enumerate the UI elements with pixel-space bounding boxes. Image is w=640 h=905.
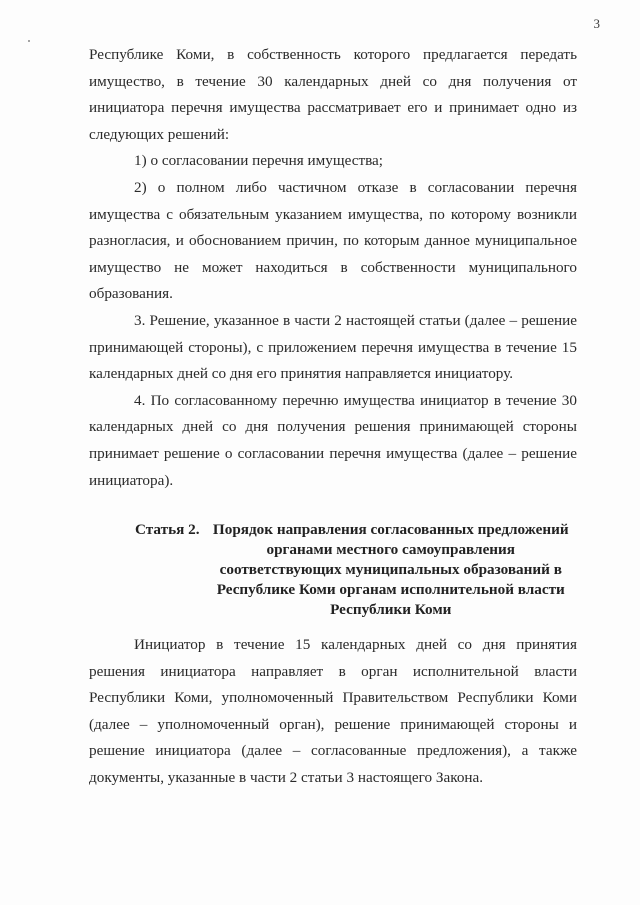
article-heading: [89, 520, 577, 620]
article-body: [89, 632, 577, 792]
paragraph-part-3: 3. Решение, указанное в части 2 настоящей статьи (далее – решение принимающей стороны), с приложением перечня имущества в течение 15 календарных дней со дня его принятия направляется инициатору.: [89, 311, 577, 383]
article-title: Порядок направления согласованных предложений органами местного самоуправления соответствующих муниципальных образований в Республике Коми органам исполнительной власти Республики Коми: [212, 521, 569, 618]
paragraph-option-1: 1) о согласовании перечня имущества;: [134, 152, 384, 170]
page-number: 3: [593, 16, 600, 31]
paragraph-continuation: Республике Коми, в собственность которого предлагается передать имущество, в течение 30 календарных дней со дня получения от инициатора перечня имущества рассматривает его и принимает одно из следующих решений:: [89, 46, 577, 143]
continued-text: [89, 42, 577, 494]
scan-speck: [28, 40, 30, 42]
paragraph-part-4: 4. По согласованному перечню имущества инициатор в течение 30 календарных дней со дня получения решения принимающей стороны принимает решение о согласовании перечня имущества (далее – решение инициатора).: [89, 391, 577, 489]
article-paragraph: Инициатор в течение 15 календарных дней со дня принятия решения инициатора направляет в орган исполнительной власти Республики Коми, уполномоченный Правительством Республики Коми (далее – уполномоченный орган), решение принимающей стороны и решение инициатора (далее – согласованные предложения), а также документы, указанные в части 2 статьи 3 настоящего Закона.: [89, 636, 577, 786]
article-2: [89, 520, 577, 792]
paragraph-option-2: 2) о полном либо частичном отказе в согласовании перечня имущества с обязательным указанием имущества, по которому возникли разногласия, и обоснованием причин, по которым данное муниципальное имущество не может находиться в собственности муниципального образования.: [89, 178, 577, 303]
article-number: Статья 2.: [135, 521, 200, 538]
